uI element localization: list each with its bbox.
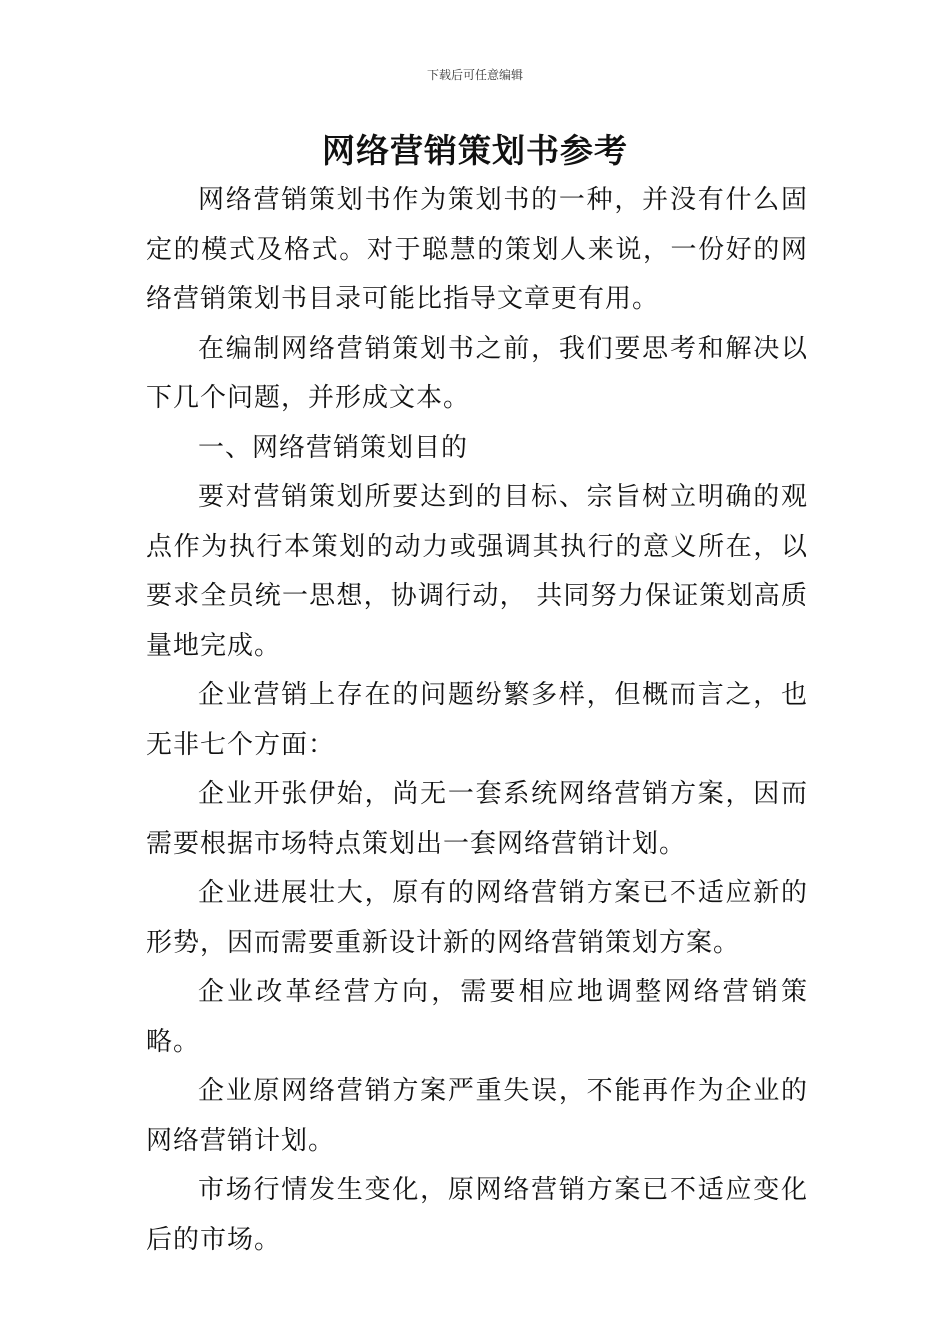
document-title: 网络营销策划书参考 [322, 131, 628, 170]
paragraph-intro: 网络营销策划书作为策划书的一种，并没有什么固定的模式及格式。对于聪慧的策划人来说，一份好的网络营销策划书目录可能比指导文章更有用。 [146, 185, 808, 314]
header-note: 下载后可任意编辑 [426, 68, 523, 82]
document-body [146, 176, 808, 1265]
paragraph-case-new-business: 企业开张伊始，尚无一套系统网络营销方案，因而需要根据市场特点策划出一套网络营销计划。 [146, 779, 808, 859]
paragraph-preparation: 在编制网络营销策划书之前，我们要思考和解决以下几个问题，并形成文本。 [146, 333, 808, 413]
paragraph-case-failure: 企业原网络营销方案严重失误，不能再作为企业的网络营销计划。 [146, 1076, 808, 1156]
paragraph-problems: 企业营销上存在的问题纷繁多样，但概而言之，也无非七个方面： [146, 680, 808, 760]
paragraph-case-market-change: 市场行情发生变化，原网络营销方案已不适应变化后的市场。 [146, 1175, 808, 1255]
paragraph-case-direction: 企业改革经营方向，需要相应地调整网络营销策略。 [146, 977, 808, 1057]
section-heading-purpose: 一、网络营销策划目的 [198, 432, 469, 463]
paragraph-purpose: 要对营销策划所要达到的目标、宗旨树立明确的观点作为执行本策划的动力或强调其执行的意义所在，以要求全员统一思想，协调行动， 共同努力保证策划高质量地完成。 [146, 482, 808, 661]
paragraph-case-growth: 企业进展壮大，原有的网络营销方案已不适应新的形势，因而需要重新设计新的网络营销策划方案。 [146, 878, 808, 958]
